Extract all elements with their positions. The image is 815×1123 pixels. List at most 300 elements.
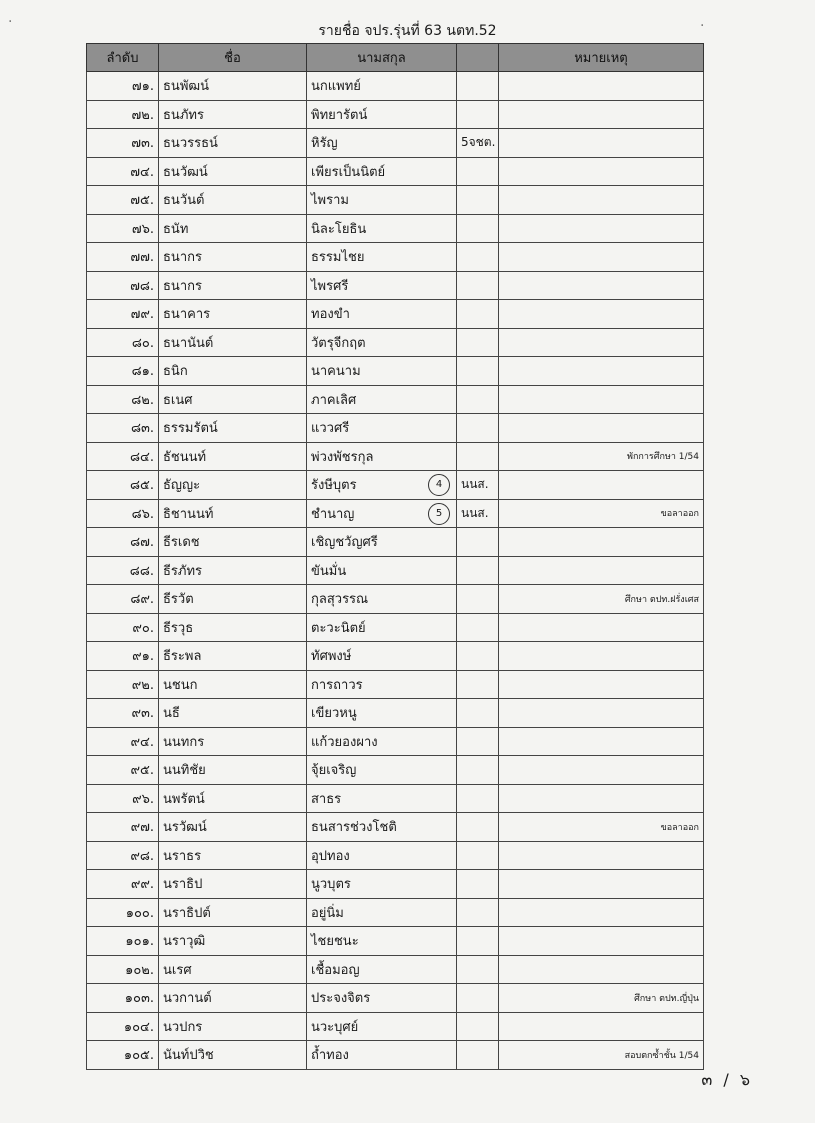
remarks [499, 813, 704, 842]
table-row [87, 129, 704, 158]
row-number-text: ๑๐๐. [125, 905, 154, 921]
first-name [159, 214, 307, 243]
first-name [159, 613, 307, 642]
row-number [87, 642, 159, 671]
first-name-text: นเรศ [163, 962, 192, 978]
extra-note [457, 471, 499, 500]
first-name-text: นวปกร [163, 1019, 203, 1035]
first-name-text: ธนิก [163, 364, 188, 380]
surname [307, 300, 457, 329]
extra-note [457, 385, 499, 414]
surname-text: เชื้อมอญ [311, 962, 360, 978]
row-number-text: ๘๖. [131, 506, 154, 522]
row-number-text: ๗๙. [130, 307, 154, 323]
row-number-text: ๘๙. [130, 592, 154, 608]
first-name [159, 670, 307, 699]
first-name-text: ธนานันต์ [163, 335, 214, 351]
first-name-text: ธีรวุธ [163, 620, 194, 636]
remarks [499, 385, 704, 414]
table-row [87, 357, 704, 386]
extra-note [457, 870, 499, 899]
surname-text: นูวบุตร [311, 877, 351, 893]
extra-note [457, 984, 499, 1013]
remarks-text: สอบตกซ้ำชั้น 1/54 [624, 1050, 699, 1061]
first-name [159, 300, 307, 329]
extra-note [457, 528, 499, 557]
surname-text: เชิญชวัญศรี [311, 535, 378, 551]
table-row [87, 186, 704, 215]
extra-note-text: 5จชต. [461, 135, 496, 150]
first-name [159, 784, 307, 813]
table-row [87, 727, 704, 756]
table-row [87, 670, 704, 699]
row-number-text: ๙๐. [132, 620, 154, 636]
table-row [87, 841, 704, 870]
row-number [87, 300, 159, 329]
row-number [87, 214, 159, 243]
remarks [499, 328, 704, 357]
row-number [87, 357, 159, 386]
extra-note [457, 699, 499, 728]
extra-note [457, 300, 499, 329]
extra-note [457, 756, 499, 785]
surname [307, 499, 457, 528]
first-name [159, 699, 307, 728]
extra-note [457, 585, 499, 614]
remarks-text: ขอลาออก [660, 509, 699, 520]
surname-text: ไพรศรี [311, 278, 349, 294]
surname-text: ภาคเลิศ [311, 392, 357, 408]
row-number [87, 157, 159, 186]
surname-text: ขันมั่น [311, 563, 347, 579]
first-name [159, 1012, 307, 1041]
remarks [499, 100, 704, 129]
surname [307, 328, 457, 357]
scan-speck: · [8, 14, 13, 30]
circled-number-mark: 4 [428, 474, 450, 496]
extra-note [457, 414, 499, 443]
remarks [499, 898, 704, 927]
row-number [87, 328, 159, 357]
surname-text: นิละโยธิน [311, 221, 367, 237]
remarks [499, 271, 704, 300]
first-name-text: ธิชานนท์ [163, 506, 214, 522]
row-number-text: ๙๘. [130, 848, 154, 864]
first-name-text: นรวัฒน์ [163, 820, 207, 836]
surname [307, 385, 457, 414]
remarks [499, 955, 704, 984]
extra-note [457, 186, 499, 215]
surname [307, 1041, 457, 1070]
surname-text: ถ้ำทอง [311, 1048, 349, 1064]
row-number-text: ๘๘. [129, 563, 154, 579]
row-number-text: ๙๓. [131, 706, 154, 722]
remarks-text: พักการศึกษา 1/54 [627, 452, 699, 463]
circled-number-mark: 5 [428, 503, 450, 525]
remarks [499, 841, 704, 870]
table-row [87, 955, 704, 984]
surname-text: อยู่นิ่ม [311, 905, 344, 921]
table-row [87, 414, 704, 443]
row-number [87, 186, 159, 215]
first-name [159, 385, 307, 414]
surname [307, 841, 457, 870]
surname-text: แววศรี [311, 421, 350, 437]
row-number-text: ๑๐๒. [125, 962, 154, 978]
surname-text: รังษีบุตร [311, 478, 357, 494]
remarks [499, 471, 704, 500]
row-number [87, 442, 159, 471]
table-row [87, 927, 704, 956]
surname [307, 157, 457, 186]
row-number [87, 585, 159, 614]
row-number-text: ๗๑. [131, 79, 154, 95]
first-name [159, 100, 307, 129]
first-name [159, 328, 307, 357]
row-number-text: ๗๔. [130, 164, 154, 180]
first-name [159, 528, 307, 557]
row-number-text: ๘๕. [129, 478, 154, 494]
first-name [159, 72, 307, 101]
extra-note [457, 927, 499, 956]
first-name-text: ธนวรรธน์ [163, 136, 218, 152]
remarks [499, 585, 704, 614]
row-number [87, 129, 159, 158]
first-name [159, 585, 307, 614]
row-number-text: ๑๐๓. [124, 991, 154, 1007]
surname [307, 243, 457, 272]
page-title: รายชื่อ จปร.รุ่นที่ 63 นตท.52 [318, 23, 497, 39]
remarks [499, 1012, 704, 1041]
remarks [499, 556, 704, 585]
first-name-text: นราธิป [163, 877, 203, 893]
page-number: ๓ / ๖ [701, 1070, 753, 1089]
row-number [87, 784, 159, 813]
row-number [87, 100, 159, 129]
row-number [87, 870, 159, 899]
row-number [87, 385, 159, 414]
row-number-text: ๑๐๑. [125, 934, 154, 950]
table-row [87, 157, 704, 186]
table-row [87, 385, 704, 414]
first-name-text: ธนากร [163, 278, 202, 294]
extra-note [457, 1012, 499, 1041]
first-name [159, 1041, 307, 1070]
column-header-remarks: หมายเหตุ [499, 44, 704, 72]
row-number [87, 898, 159, 927]
table-row [87, 471, 704, 500]
surname-text: ประจงจิตร [311, 991, 371, 1007]
first-name-text: ธนภัทร [163, 107, 204, 123]
surname-text: ชำนาญ [311, 506, 355, 522]
surname-text: ธนสารช่วงโชติ [311, 820, 397, 836]
remarks [499, 414, 704, 443]
surname [307, 613, 457, 642]
surname [307, 442, 457, 471]
first-name-text: ธนากร [163, 250, 202, 266]
remarks-text: ขอลาออก [660, 822, 699, 833]
first-name [159, 841, 307, 870]
surname [307, 784, 457, 813]
surname [307, 1012, 457, 1041]
remarks [499, 670, 704, 699]
extra-note [457, 72, 499, 101]
table-row [87, 984, 704, 1013]
row-number [87, 984, 159, 1013]
row-number [87, 699, 159, 728]
column-header-number: ลำดับ [87, 44, 159, 72]
extra-note [457, 1041, 499, 1070]
extra-note [457, 499, 499, 528]
row-number-text: ๗๒. [131, 107, 154, 123]
surname [307, 72, 457, 101]
first-name-text: นราวุฒิ [163, 934, 206, 950]
first-name [159, 927, 307, 956]
remarks [499, 300, 704, 329]
surname [307, 186, 457, 215]
extra-note [457, 613, 499, 642]
table-row [87, 784, 704, 813]
first-name [159, 186, 307, 215]
row-number-text: ๑๐๔. [123, 1019, 154, 1035]
surname [307, 813, 457, 842]
table-row [87, 813, 704, 842]
extra-note [457, 955, 499, 984]
column-header-extra [457, 44, 499, 72]
row-number [87, 1012, 159, 1041]
extra-note [457, 898, 499, 927]
remarks [499, 157, 704, 186]
first-name [159, 727, 307, 756]
surname-text: กุลสุวรรณ [311, 592, 369, 608]
remarks [499, 72, 704, 101]
surname-text: ไชยชนะ [311, 934, 359, 950]
remarks-text: ศึกษา ตปท.ญี่ปุ่น [634, 993, 699, 1004]
row-number [87, 1041, 159, 1070]
surname [307, 357, 457, 386]
extra-note [457, 813, 499, 842]
surname-text: แก้วยองผาง [311, 734, 378, 750]
row-number-text: ๘๓. [130, 421, 154, 437]
table-header-row [87, 44, 704, 72]
column-header-surname: นามสกุล [307, 44, 457, 72]
surname [307, 129, 457, 158]
surname [307, 642, 457, 671]
row-number [87, 756, 159, 785]
first-name-text: ธีระพล [163, 649, 202, 665]
first-name [159, 642, 307, 671]
surname-text: ทองขำ [311, 307, 350, 323]
table-row [87, 271, 704, 300]
first-name [159, 129, 307, 158]
table-row [87, 699, 704, 728]
surname [307, 955, 457, 984]
surname-text: พิทยารัตน์ [311, 107, 368, 123]
scan-speck: · [700, 18, 705, 34]
table-row [87, 870, 704, 899]
surname-text: นาคนาม [311, 364, 361, 380]
row-number-text: ๗๓. [131, 136, 154, 152]
first-name-text: ธรรมรัตน์ [163, 421, 218, 437]
extra-note [457, 214, 499, 243]
surname-text: พ่วงพัชรกุล [311, 449, 374, 465]
table-row [87, 243, 704, 272]
remarks [499, 984, 704, 1013]
first-name [159, 813, 307, 842]
surname-text: เขียวหนู [311, 706, 357, 722]
row-number [87, 72, 159, 101]
extra-note [457, 727, 499, 756]
table-row [87, 328, 704, 357]
first-name [159, 898, 307, 927]
row-number [87, 727, 159, 756]
surname [307, 471, 457, 500]
table-row [87, 300, 704, 329]
remarks [499, 727, 704, 756]
first-name [159, 870, 307, 899]
row-number-text: ๘๒. [131, 392, 154, 408]
row-number [87, 471, 159, 500]
row-number [87, 499, 159, 528]
table-row [87, 613, 704, 642]
table-row [87, 756, 704, 785]
surname [307, 756, 457, 785]
row-number-text: ๗๗. [130, 250, 154, 266]
surname-text: สาธร [311, 791, 342, 807]
table-row [87, 642, 704, 671]
remarks [499, 756, 704, 785]
row-number [87, 841, 159, 870]
row-number-text: ๗๖. [131, 221, 154, 237]
row-number-text: ๘๗. [130, 535, 154, 551]
first-name [159, 556, 307, 585]
remarks [499, 442, 704, 471]
table-row [87, 214, 704, 243]
first-name [159, 499, 307, 528]
extra-note [457, 129, 499, 158]
row-number [87, 243, 159, 272]
extra-note [457, 784, 499, 813]
first-name-text: ธนาคาร [163, 307, 211, 323]
row-number-text: ๘๑. [131, 364, 154, 380]
row-number-text: ๘๔. [129, 449, 154, 465]
table-row [87, 898, 704, 927]
row-number-text: ๙๕. [130, 763, 154, 779]
row-number-text: ๘๐. [131, 335, 154, 351]
surname-text: อุปทอง [311, 848, 350, 864]
table-row [87, 585, 704, 614]
first-name-text: ธีรภัทร [163, 563, 203, 579]
surname [307, 898, 457, 927]
remarks [499, 613, 704, 642]
roster-table [86, 43, 704, 1070]
first-name-text: ธัชนนท์ [163, 449, 207, 465]
extra-note-text: นนส. [461, 477, 489, 492]
surname-text: เพียรเป็นนิตย์ [311, 164, 386, 180]
first-name-text: ธัญญะ [163, 478, 201, 494]
surname [307, 870, 457, 899]
column-header-name: ชื่อ [159, 44, 307, 72]
surname [307, 727, 457, 756]
surname [307, 100, 457, 129]
surname-text: ทัศพงษ์ [311, 649, 352, 665]
extra-note [457, 357, 499, 386]
remarks [499, 528, 704, 557]
row-number [87, 556, 159, 585]
first-name [159, 243, 307, 272]
surname [307, 271, 457, 300]
roster-body [87, 72, 704, 1070]
surname-text: การถาวร [311, 677, 363, 693]
row-number [87, 613, 159, 642]
table-row [87, 1012, 704, 1041]
surname [307, 528, 457, 557]
remarks [499, 870, 704, 899]
extra-note [457, 442, 499, 471]
first-name-text: นนทิชัย [163, 763, 206, 779]
first-name-text: ธีรวัต [163, 592, 194, 608]
row-number-text: ๙๒. [131, 677, 154, 693]
first-name-text: ธนวันต์ [163, 193, 205, 209]
row-number-text: ๗๕. [130, 193, 154, 209]
first-name-text: ธีรเดช [163, 535, 200, 551]
first-name-text: นันท์ปวิช [163, 1048, 214, 1064]
surname-text: นกแพทย์ [311, 79, 361, 95]
row-number-text: ๙๔. [130, 734, 154, 750]
first-name [159, 414, 307, 443]
row-number [87, 813, 159, 842]
extra-note-text: นนส. [461, 505, 489, 520]
first-name-text: นชนก [163, 677, 198, 693]
row-number [87, 271, 159, 300]
table-row [87, 1041, 704, 1070]
first-name [159, 442, 307, 471]
surname [307, 699, 457, 728]
first-name-text: ธนัท [163, 221, 189, 237]
remarks [499, 129, 704, 158]
remarks [499, 214, 704, 243]
remarks [499, 186, 704, 215]
surname [307, 414, 457, 443]
row-number-text: ๙๗. [130, 820, 154, 836]
first-name-text: นธี [163, 706, 180, 722]
remarks [499, 1041, 704, 1070]
first-name-text: ธนพัฒน์ [163, 79, 210, 95]
first-name-text: นนทกร [163, 734, 205, 750]
row-number [87, 414, 159, 443]
remarks [499, 642, 704, 671]
extra-note [457, 556, 499, 585]
surname [307, 984, 457, 1013]
surname-text: วัตรุจีกฤต [311, 335, 366, 351]
remarks [499, 784, 704, 813]
extra-note [457, 100, 499, 129]
row-number-text: ๙๑. [132, 649, 154, 665]
extra-note [457, 157, 499, 186]
remarks-text: ศึกษา ตปท.ฝรั่งเศส [624, 594, 699, 605]
row-number [87, 927, 159, 956]
first-name [159, 157, 307, 186]
row-number [87, 670, 159, 699]
surname-text: นวะบุศย์ [311, 1019, 359, 1035]
row-number [87, 955, 159, 984]
table-row [87, 72, 704, 101]
first-name-text: นวกานต์ [163, 991, 212, 1007]
remarks [499, 357, 704, 386]
first-name [159, 955, 307, 984]
row-number [87, 528, 159, 557]
surname-text: หิรัญ [311, 136, 338, 152]
